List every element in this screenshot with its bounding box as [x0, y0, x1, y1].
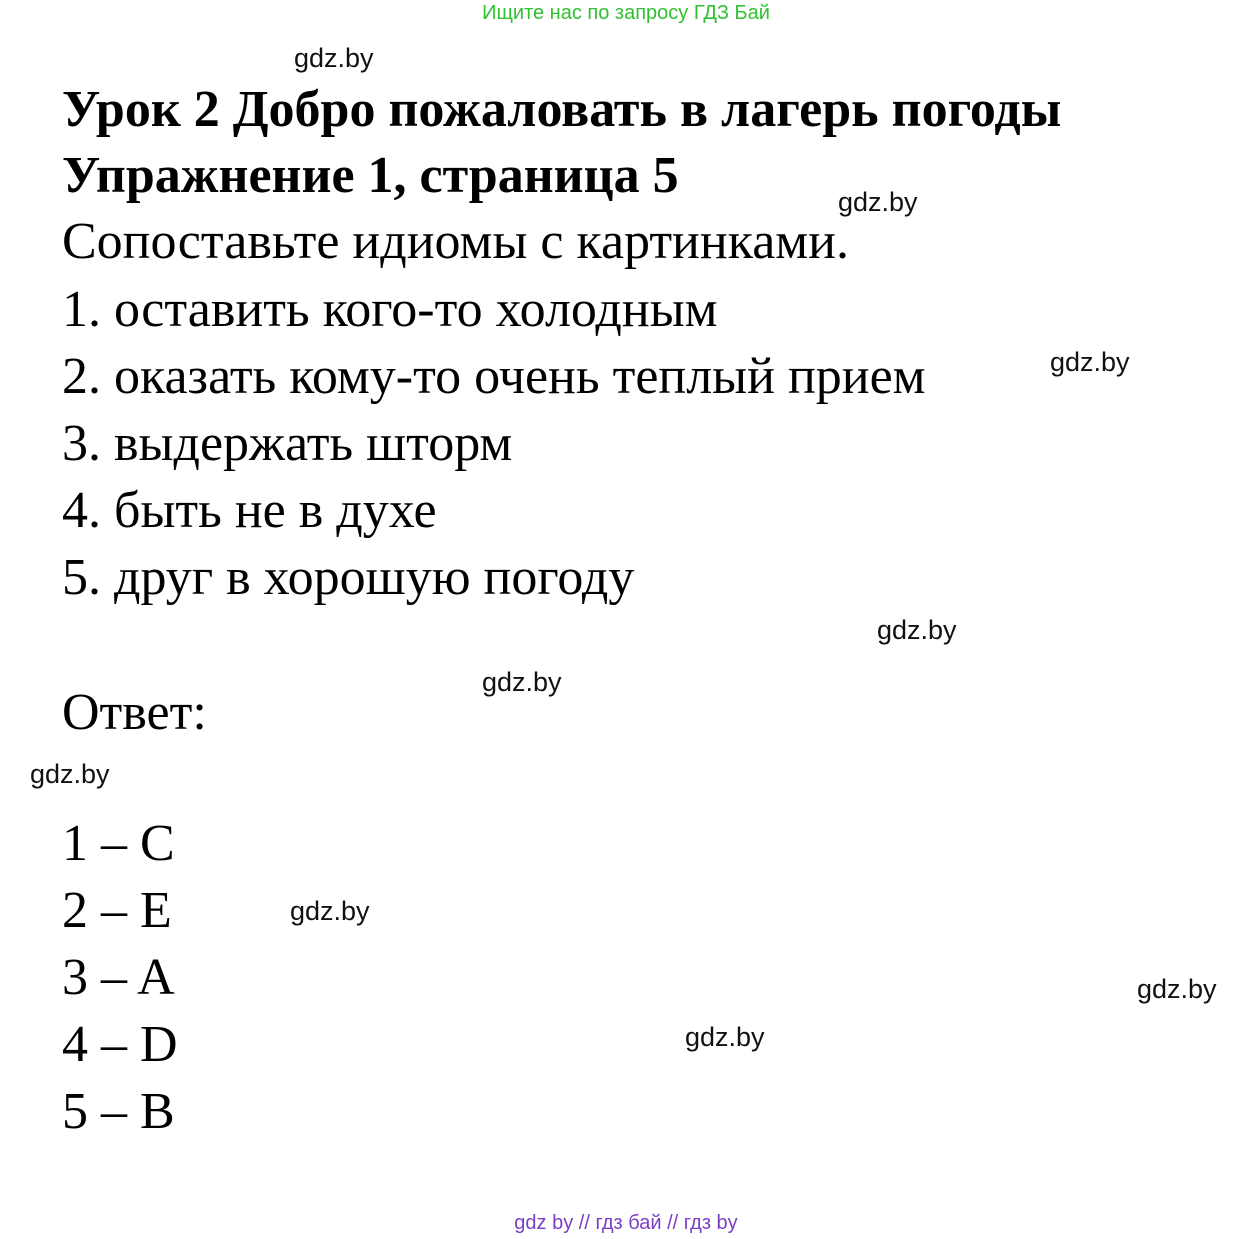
answer-label: Ответ: — [62, 684, 207, 741]
watermark: gdz.by — [294, 43, 374, 73]
watermark: gdz.by — [1050, 347, 1130, 377]
search-banner: Ищите нас по запросу ГДЗ Бай — [482, 2, 770, 24]
exercise-title: Упражнение 1, страница 5 — [62, 147, 679, 204]
answer-1: 1 – C — [62, 815, 175, 872]
answer-4: 4 – D — [62, 1016, 178, 1073]
lesson-title: Урок 2 Добро пожаловать в лагерь погоды — [62, 81, 1062, 138]
idiom-item-1: 1. оставить кого-то холодным — [62, 281, 718, 338]
watermark: gdz.by — [290, 896, 370, 926]
watermark: gdz.by — [482, 667, 562, 697]
idiom-item-5: 5. друг в хорошую погоду — [62, 549, 635, 606]
answer-3: 3 – A — [62, 949, 175, 1006]
footer-links: gdz by // гдз бай // гдз by — [514, 1212, 738, 1234]
idiom-item-4: 4. быть не в духе — [62, 482, 437, 539]
idiom-item-2: 2. оказать кому-то очень теплый прием — [62, 348, 926, 405]
idiom-item-3: 3. выдержать шторм — [62, 415, 513, 472]
watermark: gdz.by — [685, 1022, 765, 1052]
answer-2: 2 – E — [62, 882, 172, 939]
instruction-text: Сопоставьте идиомы с картинками. — [62, 213, 850, 270]
watermark: gdz.by — [838, 187, 918, 217]
answer-5: 5 – B — [62, 1083, 175, 1140]
watermark: gdz.by — [877, 615, 957, 645]
watermark: gdz.by — [30, 759, 110, 789]
watermark: gdz.by — [1137, 974, 1217, 1004]
